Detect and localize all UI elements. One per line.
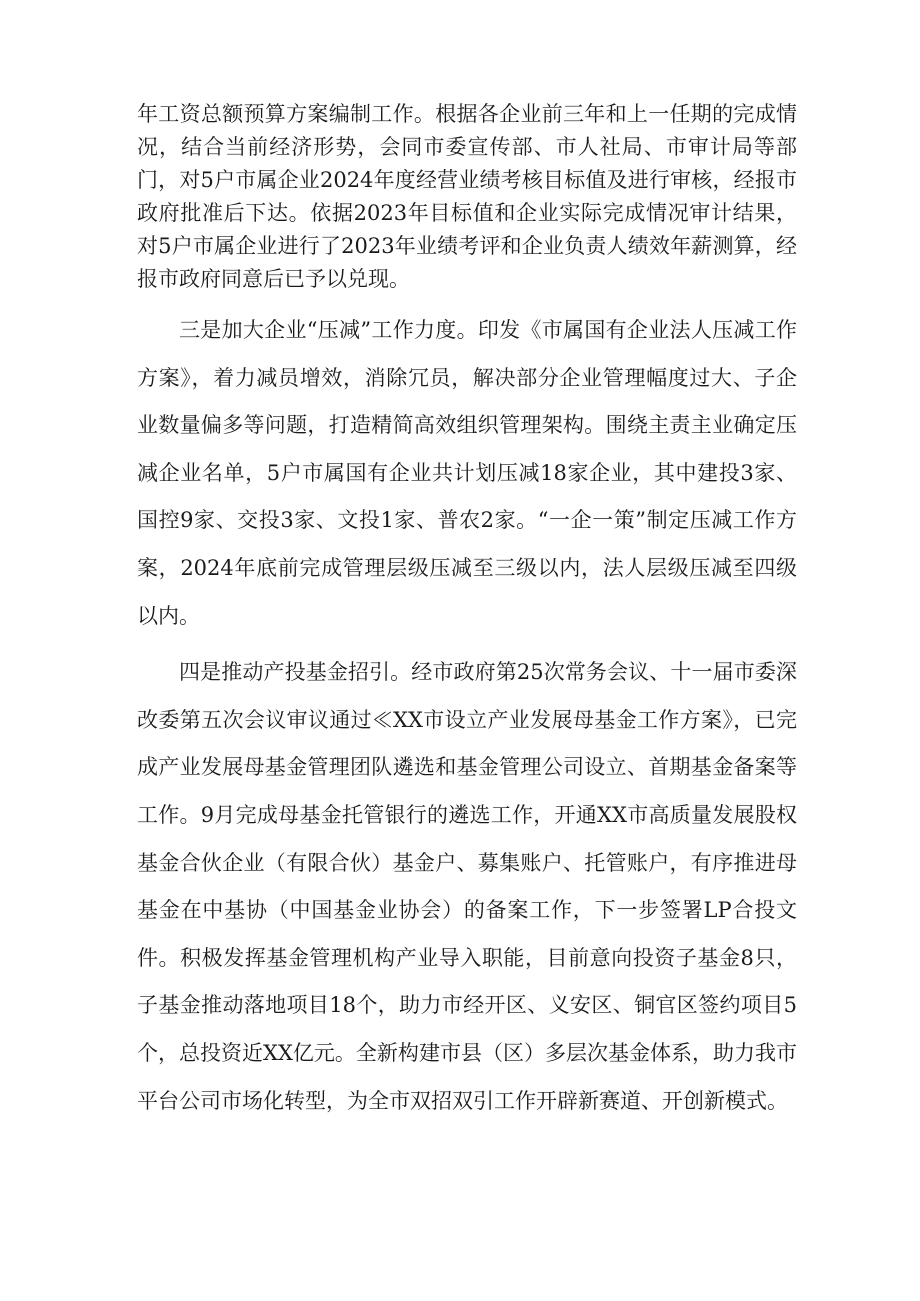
document-body [137, 98, 797, 1125]
paragraph-industry-fund: 四是推动产投基金招引。经市政府第25次常务会议、十一届市委深改委第五次会议审议通过≪XX市设立产业发展母基金工作方案》，已完成产业发展母基金管理团队遴选和基金管理公司设立、首期基金备案等工作。9月完成母基金托管银行的遴选工作，开通XX市高质量发展股权基金合伙企业（有限合伙）基金户、募集账户、托管账户，有序推进母基金在中基协（中国基金业协会）的备案工作，下一步签署LP合投文件。积极发挥基金管理机构产业导入职能，目前意向投资子基金8只，子基金推动落地项目18个，助力市经开区、义安区、铜官区签约项目5个，总投资近XX亿元。全新构建市县（区）多层次基金体系，助力我市平台公司市场化转型，为全市双招双引工作开辟新赛道、开创新模式。 [137, 660, 797, 1113]
paragraph-enterprise-reduction: 三是加大企业“压减”工作力度。印发《市属国有企业法人压减工作方案》，着力减员增效，消除冗员，解决部分企业管理幅度过大、子企业数量偏多等问题，打造精简高效组织管理架构。围绕主责主业确定压减企业名单，5户市属国有企业共计划压减18家企业，其中建投3家、国控9家、交投3家、文投1家、普农2家。“一企一策”制定压减工作方案，2024年底前完成管理层级压减至三级以内，法人层级压减至四级以内。 [137, 318, 797, 628]
paragraph-salary-budget: 年工资总额预算方案编制工作。根据各企业前三年和上一任期的完成情况，结合当前经济形势，会同市委宣传部、市人社局、市审计局等部门，对5户市属企业2024年度经营业绩考核目标值及进行审核，经报市政府批准后下达。依据2023年目标值和企业实际完成情况审计结果，对5户市属企业进行了2023年业绩考评和企业负责人绩效年薪测算，经报市政府同意后已予以兑现。 [137, 102, 797, 291]
